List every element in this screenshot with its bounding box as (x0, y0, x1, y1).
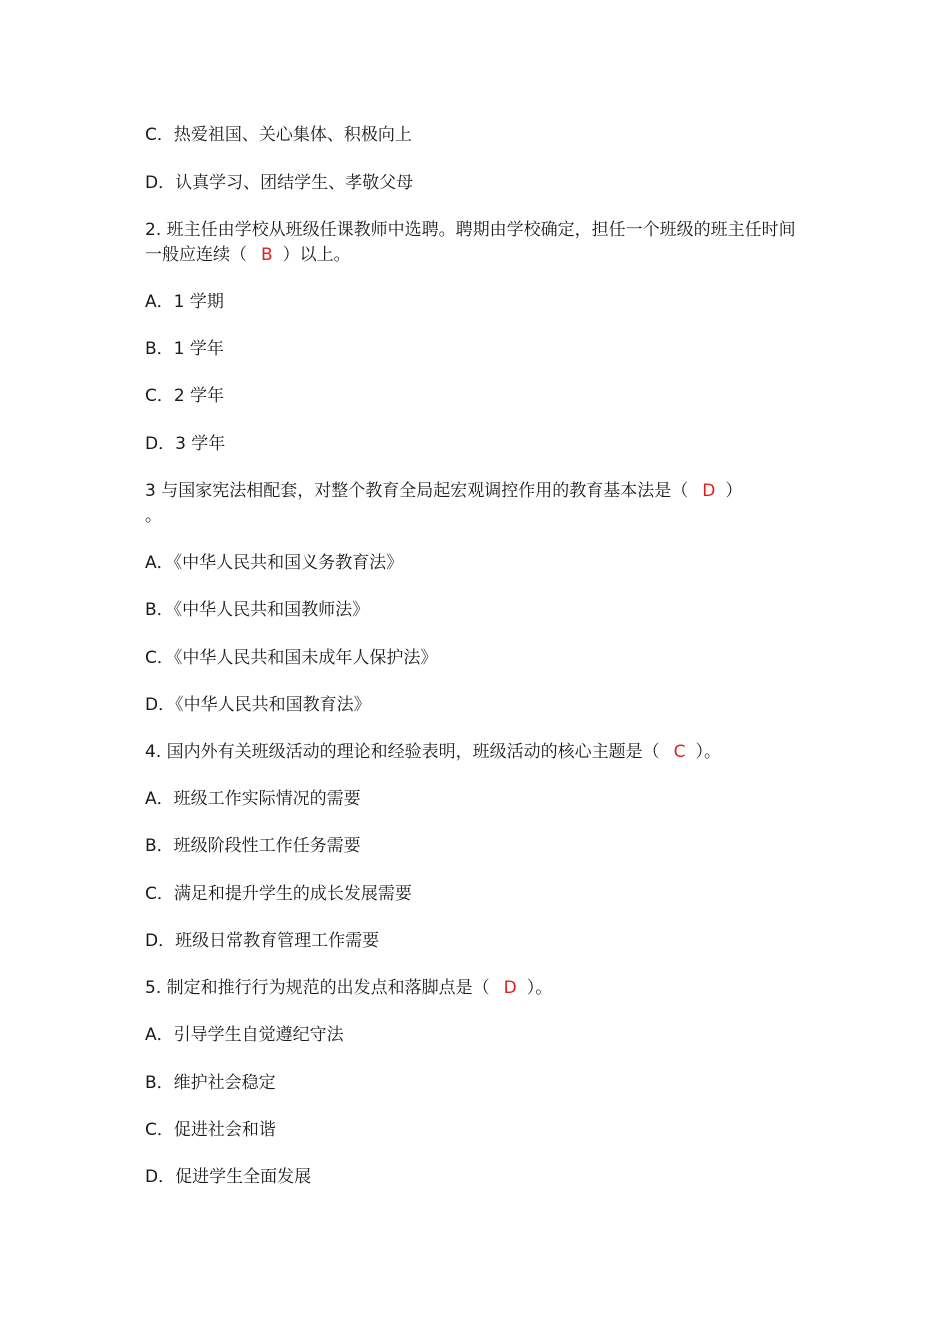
q3-option-c: C．《中华人民共和国未成年人保护法》 (145, 648, 438, 668)
q2-option-a: A．1 学期 (145, 292, 224, 312)
q5-stem-suffix: ）。 (526, 978, 553, 998)
q2-option-c: C．2 学年 (145, 386, 225, 406)
q2-stem-text: 2. 班主任由学校从班级任课教师中选聘。聘期由学校确定，担任一个班级的班主任时间一般应连续（ (145, 220, 796, 265)
q3-option-b: B．《中华人民共和国教师法》 (145, 600, 370, 620)
q4-option-d: D．班级日常教育管理工作需要 (145, 931, 380, 951)
q4-stem-text: 4. 国内外有关班级活动的理论和经验表明，班级活动的核心主题是（ (145, 742, 660, 762)
q2-option-d: D．3 学年 (145, 434, 226, 454)
q5-option-a: A．引导学生自觉遵纪守法 (145, 1025, 344, 1045)
q4-option-b: B．班级阶段性工作任务需要 (145, 836, 361, 856)
q4-stem (145, 740, 810, 765)
q5-option-d: D．促进学生全面发展 (145, 1167, 312, 1187)
q5-stem (145, 976, 810, 1001)
q3-option-a: A．《中华人民共和国义务教育法》 (145, 553, 404, 573)
q3-option-d: D．《中华人民共和国教育法》 (145, 695, 371, 715)
q3-stem (145, 479, 810, 504)
q1-option-d: D．认真学习、团结学生、孝敬父母 (145, 173, 414, 193)
q2-stem-suffix: ）以上。 (282, 245, 351, 265)
q5-option-c: C．促进社会和谐 (145, 1120, 276, 1140)
q3-stem-suffix: ） (725, 481, 743, 501)
q2-stem (145, 218, 810, 268)
q3-answer: D (702, 481, 716, 501)
q4-answer: C (673, 742, 686, 762)
q4-option-c: C．满足和提升学生的成长发展需要 (145, 884, 412, 904)
q5-option-b: B．维护社会稳定 (145, 1073, 276, 1093)
q4-stem-suffix: ）。 (695, 742, 721, 762)
q2-option-b: B．1 学年 (145, 339, 224, 359)
q3-stem-text: 3 与国家宪法相配套，对整个教育全局起宏观调控作用的教育基本法是（ (145, 481, 689, 501)
q1-option-c: C．热爱祖国、关心集体、积极向上 (145, 125, 412, 145)
q5-answer: D (503, 978, 517, 998)
q4-option-a: A．班级工作实际情况的需要 (145, 789, 361, 809)
q3-stem-tail: 。 (145, 506, 162, 526)
q2-answer: B (261, 245, 273, 265)
q5-stem-text: 5. 制定和推行行为规范的出发点和落脚点是（ (145, 978, 490, 998)
